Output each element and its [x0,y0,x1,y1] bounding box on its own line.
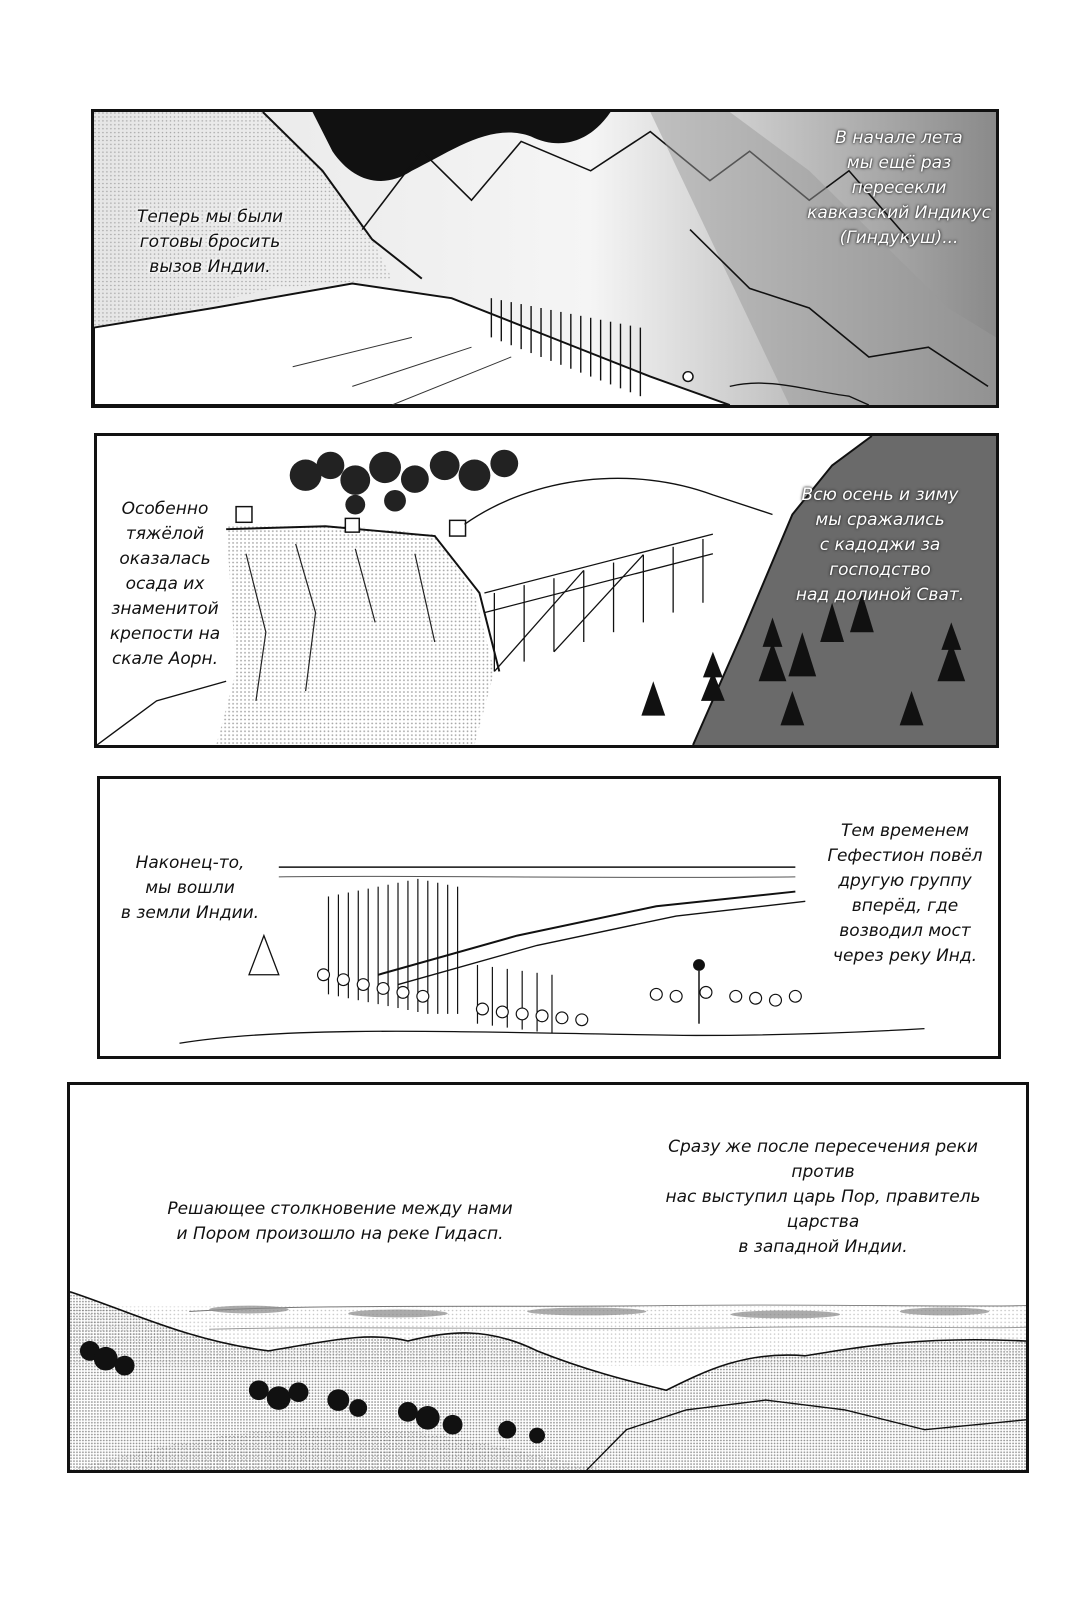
caption-left: Решающее столкновение между нами и Пором произошло на реке Гидасп. [167,1199,513,1244]
panel-mountain-pass [91,109,999,408]
caption-left: Особенно тяжёлой оказалась осада их знаменитой крепости на скале Аорн. [109,499,221,669]
caption-right: Всю осень и зиму мы сражались с кадоджи за господство над долиной Сват. [795,485,965,605]
caption-right: Сразу же после пересечения реки против нас выступил царь Пор, правитель царства в западной Индии. [665,1137,981,1257]
panel-siege-aornos [94,433,999,748]
caption-right: В начале лета мы ещё раз пересекли кавказский Индикус (Гиндукуш)... [807,128,991,248]
caption-left: Наконец-то, мы вошли в земли Индии. [120,853,260,923]
caption-right: Тем временем Гефестион повёл другую группу вперёд, где возводил мост через реку Инд. [827,821,983,966]
caption-left: Теперь мы были готовы бросить вызов Индии. [136,207,284,277]
panel-hydaspes-river [67,1082,1029,1473]
panel-army-indus [97,776,1001,1059]
